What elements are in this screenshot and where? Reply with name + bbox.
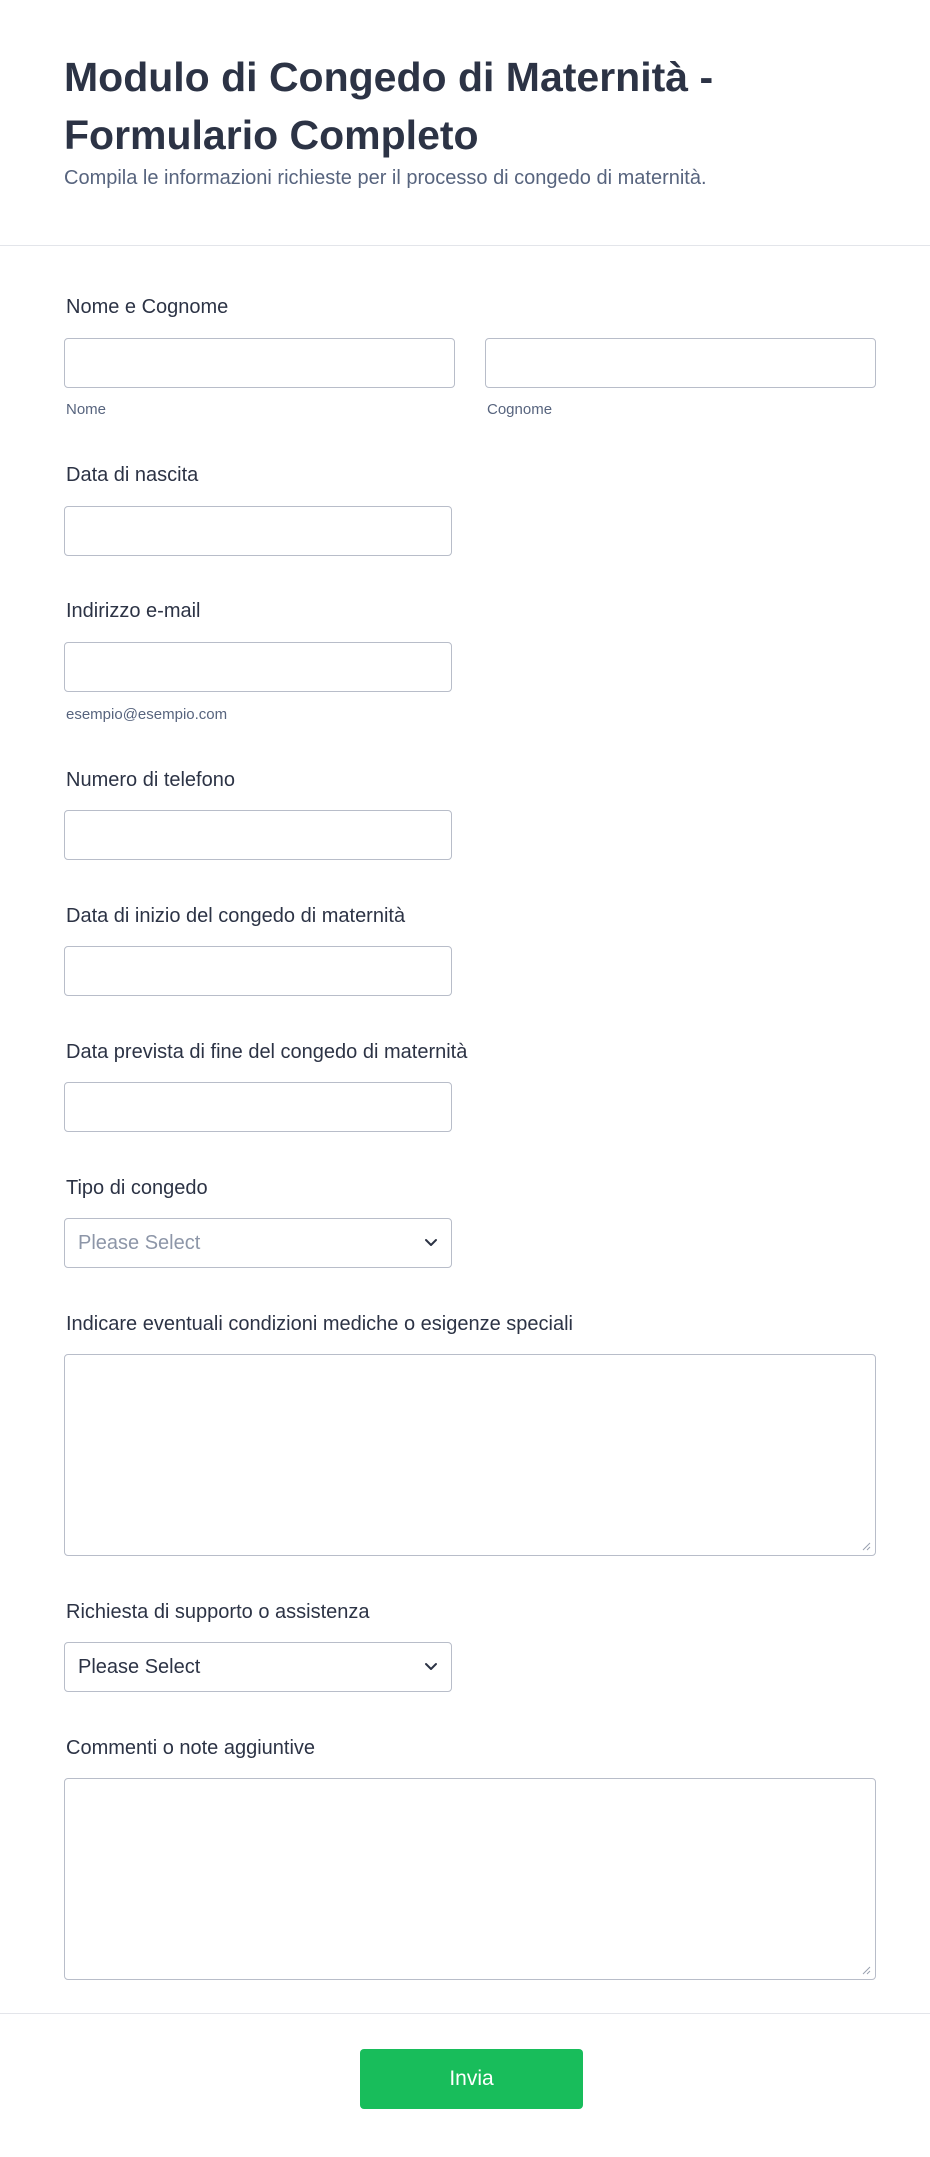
leave-type-selected: Please Select <box>78 1232 201 1254</box>
first-name-input[interactable] <box>64 338 455 388</box>
resize-handle-icon[interactable] <box>861 1965 871 1975</box>
comments-textarea[interactable] <box>64 1778 876 1980</box>
first-name-sublabel: Nome <box>66 401 107 418</box>
phone-label: Numero di telefono <box>66 769 235 791</box>
footer-divider <box>0 2013 930 2014</box>
submit-button[interactable]: Invia <box>360 2049 583 2109</box>
comments-label: Commenti o note aggiuntive <box>66 1737 316 1759</box>
email-sublabel: esempio@esempio.com <box>66 706 228 723</box>
chevron-down-icon <box>423 1658 439 1674</box>
form-header <box>0 0 930 246</box>
resize-handle-icon[interactable] <box>861 1541 871 1551</box>
leave-end-input[interactable] <box>64 1082 452 1132</box>
leave-start-input[interactable] <box>64 946 452 996</box>
support-label: Richiesta di supporto o assistenza <box>66 1601 370 1623</box>
leave-end-label: Data prevista di fine del congedo di maternità <box>66 1041 468 1063</box>
chevron-down-icon <box>423 1234 439 1250</box>
birth-date-label: Data di nascita <box>66 464 199 486</box>
support-selected: Please Select <box>78 1656 201 1678</box>
email-label: Indirizzo e-mail <box>66 600 201 622</box>
phone-input[interactable] <box>64 810 452 860</box>
medical-textarea[interactable] <box>64 1354 876 1556</box>
last-name-input[interactable] <box>485 338 876 388</box>
last-name-sublabel: Cognome <box>487 401 553 418</box>
email-input[interactable] <box>64 642 452 692</box>
medical-label: Indicare eventuali condizioni mediche o esigenze speciali <box>66 1313 573 1335</box>
leave-type-label: Tipo di congedo <box>66 1177 208 1199</box>
birth-date-input[interactable] <box>64 506 452 556</box>
full-name-label: Nome e Cognome <box>66 296 229 318</box>
leave-start-label: Data di inizio del congedo di maternità <box>66 905 406 927</box>
page-subtitle: Compila le informazioni richieste per il processo di congedo di maternità. <box>64 167 707 189</box>
leave-type-select[interactable] <box>64 1218 452 1268</box>
page-title: Modulo di Congedo di Maternità - Formulario Completo <box>64 54 714 158</box>
support-select[interactable] <box>64 1642 452 1692</box>
